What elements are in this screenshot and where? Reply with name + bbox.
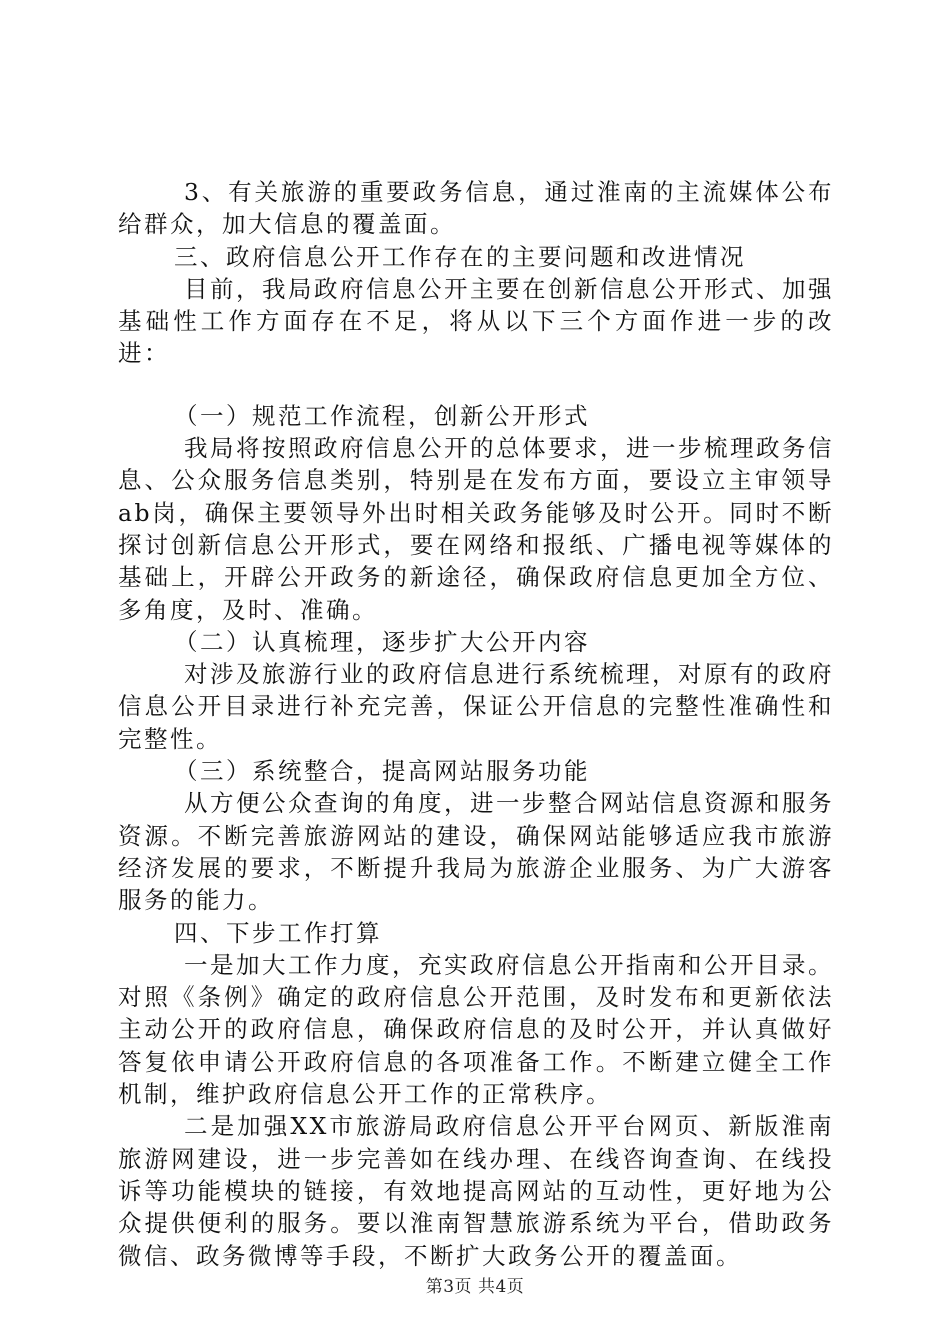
- paragraph-next-step-one: 一是加大工作力度，充实政府信息公开指南和公开目录。对照《条例》确定的政府信息公开范围，及时发布和更新依法主动公开的政府信息，确保政府信息的及时公开，并认真做好答复依申请公开政府信息的各项准备工作。不断建立健全工作机制，维护政府信息公开工作的正常秩序。: [118, 950, 834, 1109]
- page-number-footer: 第3页 共4页: [425, 1277, 525, 1297]
- subheading-integrate: （三）系统整合，提高网站服务功能: [174, 757, 590, 786]
- paragraph-current-status: 目前，我局政府信息公开主要在创新信息公开形式、加强基础性工作方面存在不足，将从以下三个方面作进一步的改进：: [118, 274, 834, 368]
- paragraph-next-step-two: 二是加强XX市旅游局政府信息公开平台网页、新版淮南旅游网建设，进一步完善如在线办理、在线咨询查询、在线投诉等功能模块的链接，有效地提高网站的互动性，更好地为公众提供便利的服务。要以淮南智慧旅游系统为平台，借助政务微信、政务微博等手段，不断扩大政务公开的覆盖面。: [118, 1112, 834, 1270]
- section-heading-next-steps: 四、下步工作打算: [174, 918, 382, 947]
- document-body: [118, 176, 834, 1272]
- paragraph-integrate: 从方便公众查询的角度，进一步整合网站信息资源和服务资源。不断完善旅游网站的建设，确保网站能够适应我市旅游经济发展的要求，不断提升我局为旅游企业服务、为广大游客服务的能力。: [118, 789, 834, 915]
- paragraph-spacer: [118, 370, 834, 400]
- subheading-standardize: （一）规范工作流程，创新公开形式: [174, 401, 590, 430]
- section-heading-problems: 三、政府信息公开工作存在的主要问题和改进情况: [174, 242, 746, 271]
- subheading-review: （二）认真梳理，逐步扩大公开内容: [174, 627, 590, 656]
- paragraph-review: 对涉及旅游行业的政府信息进行系统梳理，对原有的政府信息公开目录进行补充完善，保证公开信息的完整性准确性和完整性。: [118, 660, 834, 753]
- paragraph-item-3: 3、有关旅游的重要政务信息，通过淮南的主流媒体公布给群众，加大信息的覆盖面。: [118, 178, 834, 239]
- paragraph-standardize: 我局将按照政府信息公开的总体要求，进一步梳理政务信息、公众服务信息类别，特别是在发布方面，要设立主审领导ab岗，确保主要领导外出时相关政务能够及时公开。同时不断探讨创新信息公开形式，要在网络和报纸、广播电视等媒体的基础上，开辟公开政务的新途径，确保政府信息更加全方位、多角度，及时、准确。: [118, 434, 834, 624]
